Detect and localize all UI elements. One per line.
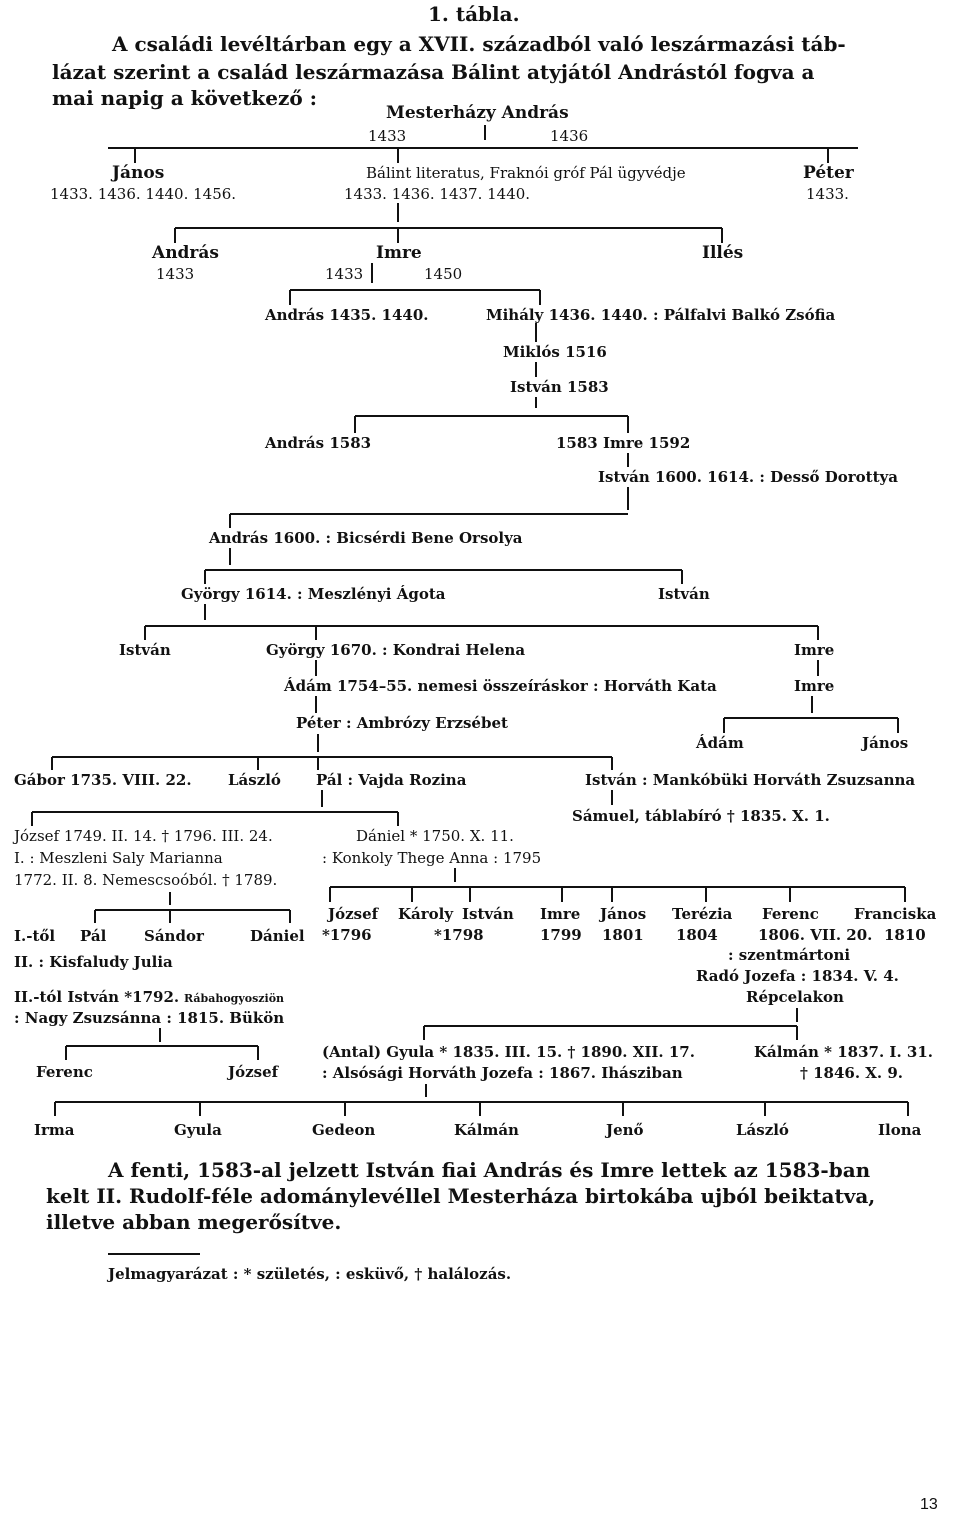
node-andras-1600: András 1600. : Bicsérdi Bene Orsolya (209, 529, 523, 547)
node-andras-1-year: 1433 (156, 265, 195, 283)
node-daniel-1750-line-1: Dániel * 1750. X. 11. (356, 827, 514, 845)
node-gyula-line-2: : Alsósági Horváth Jozefa : 1867. Ihásziban (322, 1064, 683, 1082)
node-franciska: Franciska (854, 905, 937, 923)
intro-line-2: lázat szerint a család leszármazása Bálint atyjától Andrástól fogva a (52, 60, 815, 84)
node-jozsef-1749-line-3: 1772. II. 8. Nemescsoóból. † 1789. (14, 871, 278, 889)
intro-line-1: A családi levéltárban egy a XVII. századból való leszármazási táb- (112, 32, 846, 56)
node-istvan-1798: István (462, 905, 514, 923)
node-daniel-1750-line-2: : Konkoly Thege Anna : 1795 (322, 849, 542, 867)
node-imre-1: Imre (376, 243, 422, 263)
node-root: Mesterházy András (386, 103, 569, 123)
footnote-line-1: A fenti, 1583-al jelzett István fiai András és Imre lettek az 1583-ban (108, 1158, 871, 1182)
node-istvan-1600: István 1600. 1614. : Desső Dorottya (598, 468, 898, 486)
node-pal-2: Pál (80, 927, 107, 945)
node-imre-1799-year: 1799 (540, 926, 582, 944)
node-kisfaludy-line-1: II. : Kisfaludy Julia (14, 953, 173, 971)
node-daniel-2: Dániel (250, 927, 305, 945)
node-sandor: Sándor (144, 927, 204, 945)
node-andras-2: András 1435. 1440. (265, 306, 429, 324)
node-ferenc-marriage-line-3: Répcelakon (746, 988, 844, 1006)
node-gedeon: Gedeon (312, 1121, 376, 1139)
node-ferenc-2: Ferenc (36, 1063, 93, 1081)
node-adam-2: Ádám (696, 734, 744, 752)
legend: Jelmagyarázat : * születés, : esküvő, † halálozás. (108, 1265, 512, 1283)
node-istvan-b: István (658, 585, 710, 603)
node-janos-1801-year: 1801 (602, 926, 644, 944)
node-ferenc-marriage-line-2: Radó Jozefa : 1834. V. 4. (696, 967, 899, 985)
footnote-line-3: illetve abban megerősítve. (46, 1210, 342, 1234)
node-ferenc-1806-year: 1806. VII. 20. (758, 926, 873, 944)
node-root-year-2: 1436 (550, 127, 589, 145)
node-jeno: Jenő (606, 1121, 644, 1139)
node-janos-years: 1433. 1436. 1440. 1456. (50, 185, 237, 203)
node-karoly: Károly (398, 905, 454, 923)
node-imre-1799: Imre (540, 905, 581, 923)
table-title: 1. tábla. (428, 2, 520, 26)
node-terezia-year: 1804 (676, 926, 718, 944)
node-gyorgy-1670: György 1670. : Kondrai Helena (266, 641, 526, 659)
node-jozsef-1749-line-2: I. : Meszleni Saly Marianna (14, 849, 223, 867)
node-imre-2: Imre (794, 641, 835, 659)
node-miklos: Miklós 1516 (503, 343, 607, 361)
node-kalman-line-2: † 1846. X. 9. (800, 1064, 904, 1082)
node-kisfaludy-line-2b: Rábahogyosziön (184, 992, 285, 1005)
node-kisfaludy-line-3: : Nagy Zsuzsánna : 1815. Bükön (14, 1009, 285, 1027)
intro-line-3: mai napig a következő : (52, 86, 318, 110)
node-pal: Pál : Vajda Rozina (316, 771, 467, 789)
node-gabor: Gábor 1735. VIII. 22. (14, 771, 192, 789)
node-gyula-2: Gyula (174, 1121, 222, 1139)
node-imre-1-year-2: 1450 (424, 265, 463, 283)
node-kisfaludy-line-2a: II.-tól István *1792. (14, 988, 180, 1006)
node-janos-1801: János (600, 905, 647, 923)
node-gyorgy-1614: György 1614. : Meszlényi Ágota (181, 585, 446, 603)
node-istvan-1798-year: *1798 (434, 926, 484, 944)
node-laszlo: László (228, 771, 281, 789)
node-andras-1583: András 1583 (265, 434, 372, 452)
node-istvan-c: István (119, 641, 171, 659)
node-andras-1: András (152, 243, 219, 263)
node-imre-1-year-1: 1433 (325, 265, 364, 283)
node-jozsef-1796: József (328, 905, 379, 923)
node-irma: Irma (34, 1121, 75, 1139)
footnote-line-2: kelt II. Rudolf-féle adománylevéllel Mesterháza birtokába ujból beiktatva, (46, 1184, 876, 1208)
node-ilona: Ilona (878, 1121, 922, 1139)
node-balint: Bálint literatus, Fraknói gróf Pál ügyvédje (366, 164, 686, 182)
node-franciska-year: 1810 (884, 926, 926, 944)
node-adam-1754: Ádám 1754–55. nemesi összeíráskor : Horváth Kata (284, 677, 717, 695)
node-jozsef-1749-line-1: József 1749. II. 14. † 1796. III. 24. (14, 827, 273, 845)
node-jozsef-2: József (228, 1063, 279, 1081)
node-jozsef-1796-year: *1796 (322, 926, 372, 944)
node-istvan-1583: István 1583 (510, 378, 609, 396)
node-gyula-line-1: (Antal) Gyula * 1835. III. 15. † 1890. XII. 17. (322, 1043, 695, 1061)
node-imre-1592: 1583 Imre 1592 (556, 434, 691, 452)
node-balint-years: 1433. 1436. 1437. 1440. (344, 185, 531, 203)
node-peter: Péter (803, 163, 854, 183)
node-janos-2: János (862, 734, 909, 752)
node-terezia: Terézia (672, 905, 733, 923)
node-ferenc-1806: Ferenc (762, 905, 819, 923)
node-mihaly: Mihály 1436. 1440. : Pálfalvi Balkó Zsófia (486, 306, 836, 324)
node-ferenc-marriage-line-1: : szentmártoni (728, 946, 851, 964)
node-peter-years: 1433. (806, 185, 849, 203)
page-number: 13 (920, 1496, 938, 1513)
node-samuel: Sámuel, táblabíró † 1835. X. 1. (572, 807, 830, 825)
node-kalman-2: Kálmán (454, 1121, 519, 1139)
node-peter-2: Péter : Ambrózy Erzsébet (296, 714, 508, 732)
node-illes: Illés (702, 243, 744, 263)
node-laszlo-2: László (736, 1121, 789, 1139)
node-ltol: I.-től (14, 927, 56, 945)
node-kalman-line-1: Kálmán * 1837. I. 31. (754, 1043, 933, 1061)
node-root-year-1: 1433 (368, 127, 407, 145)
node-imre-3: Imre (794, 677, 835, 695)
node-istvan-d: István : Mankóbüki Horváth Zsuzsanna (585, 771, 916, 789)
node-janos: János (112, 163, 165, 183)
